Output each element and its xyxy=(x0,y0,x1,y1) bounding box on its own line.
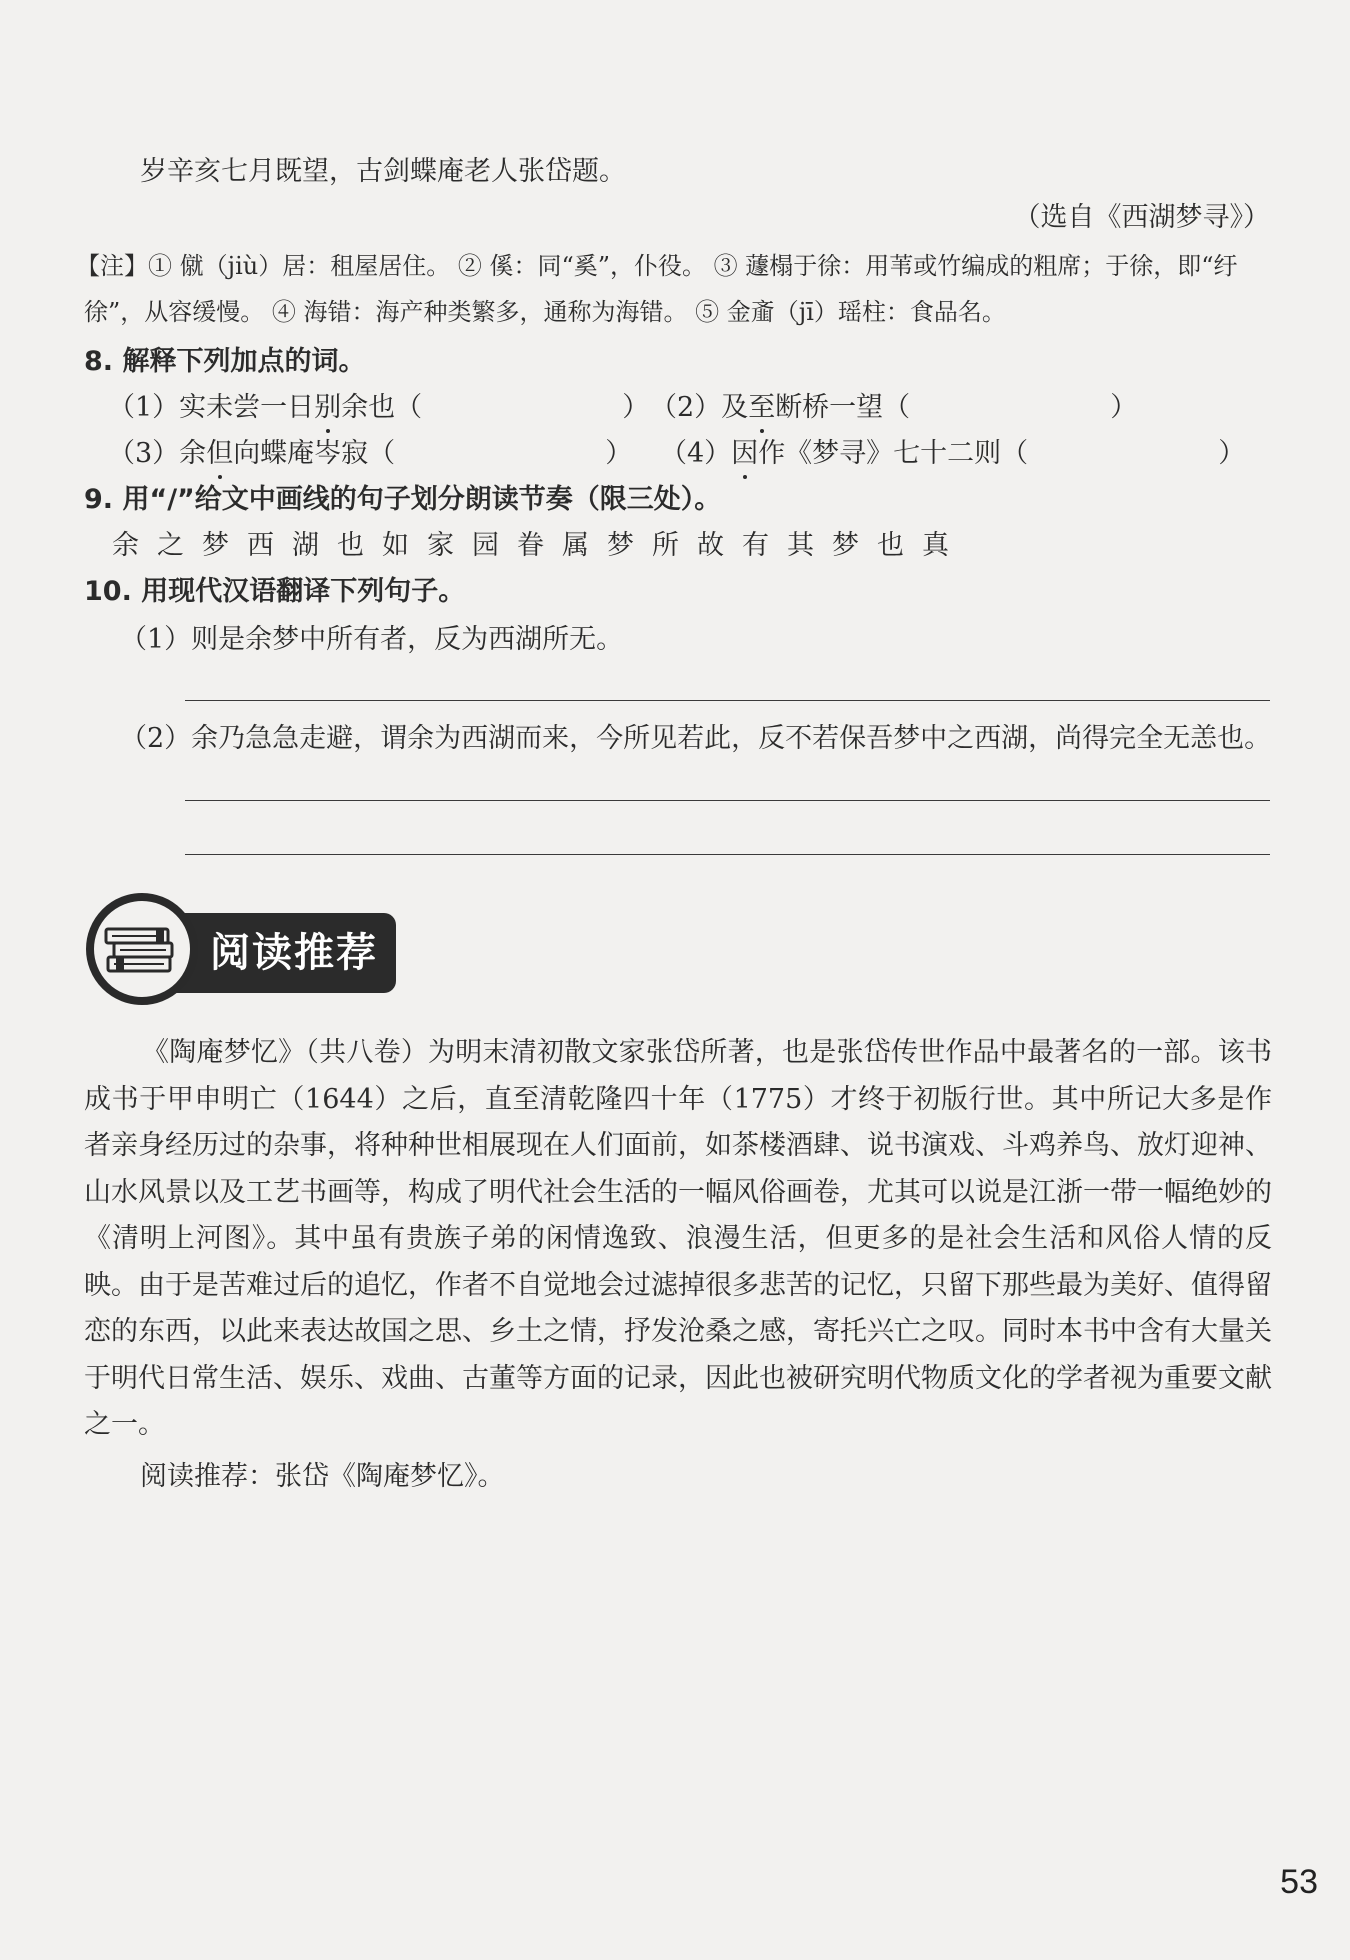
stacked-books-icon xyxy=(94,901,190,997)
q8-item-3 xyxy=(108,436,632,472)
notes-line-2: 徐”，从容缓慢。 ④ 海错：海产种类繁多，通称为海错。 ⑤ 金齑（jī）瑶柱：食品名。 xyxy=(84,298,1006,326)
q9-stem: 9. 用“/”给文中画线的句子划分朗读节奏（限三处）。 xyxy=(84,484,722,515)
q8-item-1-close: ） xyxy=(622,392,650,423)
q8-item-3-text: （3）余 xyxy=(108,438,207,469)
recommend-paragraph: 《陶庵梦忆》（共八卷）为明末清初散文家张岱所著，也是张岱传世作品中最著名的一部。该书成书于甲申明亡（1644）之后，直至清乾隆四十年（1775）才终于初版行世。其中所记大多是作者亲身经历过的杂事，将种种世相展现在人们面前，如茶楼酒肆、说书演戏、斗鸡养鸟、放灯迎神、山水风景以及工艺书画等，构成了明代社会生活的一幅风俗画卷，尤其可以说是江浙一带一幅绝妙的《清明上河图》。其中虽有贵族子弟的闲情逸致、浪漫生活，但更多的是社会生活和风俗人情的反映。由于是苦难过后的追忆，作者不自觉地会过滤掉很多悲苦的记忆，只留下那些最为美好、值得留恋的东西，以此来表达故国之思、乡土之情，抒发沧桑之感，寄托兴亡之叹。同时本书中含有大量关于明代日常生活、娱乐、戏曲、古董等方面的记录，因此也被研究明代物质文化的学者视为重要文献之一。 xyxy=(84,1037,1272,1440)
q8-item-2-text: （2）及 xyxy=(650,392,749,423)
q8-item-1-text: （1）实未尝一日 xyxy=(108,392,315,423)
q8-item-4-text: （4） xyxy=(660,438,732,469)
q10-item-1-answer-line[interactable] xyxy=(185,700,1270,701)
q8-item-3-close: ） xyxy=(605,438,633,469)
q10-item-2-answer-line-1[interactable] xyxy=(185,800,1270,801)
page-number: 53 xyxy=(1280,1863,1318,1901)
passage-source: （选自《西湖梦寻》） xyxy=(1013,202,1270,233)
q8-item-2 xyxy=(650,390,1137,426)
q8-item-2-close: ） xyxy=(1110,392,1138,423)
q8-item-4-dotted-word: 因 xyxy=(731,436,758,472)
q8-item-1 xyxy=(108,390,649,426)
q9-sentence[interactable]: 余之梦西湖也如家园眷属梦所故有其梦也真 xyxy=(112,530,967,561)
passage-signature: 岁辛亥七月既望，古剑蝶庵老人张岱题。 xyxy=(140,156,626,187)
q10-item-2: （2）余乃急急走避，谓余为西湖而来，今所见若此，反不若保吾梦中之西湖，尚得完全无恙也。 xyxy=(120,723,1272,754)
q8-item-1-dotted-word: 别 xyxy=(314,390,341,426)
q8-item-1-text-2: 余也（ xyxy=(341,392,423,423)
section-banner-title: 阅读推荐 xyxy=(210,930,378,976)
q8-item-3-text-2: 向蝶庵岑寂（ xyxy=(233,438,396,469)
q10-item-2-answer-line-2[interactable] xyxy=(185,854,1270,855)
notes-line-1: 【注】① 僦（jiù）居：租屋居住。 ② 傒：同“奚”，仆役。 ③ 蘧榻于徐：用苇或竹编成的粗席；于徐，即“纡 xyxy=(76,252,1238,280)
q8-item-3-dotted-word: 但 xyxy=(206,436,233,472)
q10-item-1: （1）则是余梦中所有者，反为西湖所无。 xyxy=(120,624,624,655)
recommend-closing: 阅读推荐：张岱《陶庵梦忆》。 xyxy=(140,1461,505,1492)
q8-item-2-dotted-word: 至 xyxy=(748,390,775,426)
q8-item-4-close: ） xyxy=(1218,438,1246,469)
q8-item-4-text-2: 作《梦寻》七十二则（ xyxy=(758,438,1029,469)
q8-item-2-text-2: 断桥一望（ xyxy=(775,392,911,423)
q10-stem: 10. 用现代汉语翻译下列句子。 xyxy=(84,576,466,607)
q8-stem: 8. 解释下列加点的词。 xyxy=(84,346,366,377)
q8-item-4 xyxy=(660,436,1245,472)
section-banner-badge xyxy=(86,893,198,1005)
